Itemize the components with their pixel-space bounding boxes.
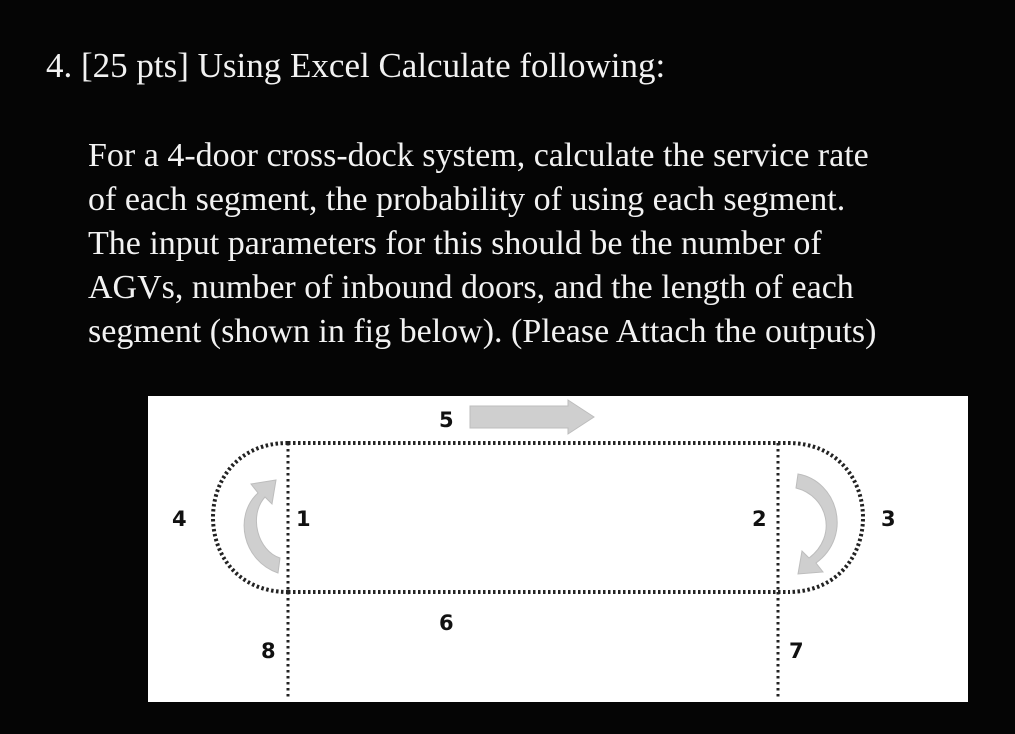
cross-dock-figure xyxy=(148,396,968,702)
segment-label-7: 7 xyxy=(789,639,804,663)
question-body-line: For a 4-door cross-dock system, calculate the service rate xyxy=(88,137,869,174)
segment-label-6: 6 xyxy=(439,611,454,635)
question-body xyxy=(88,134,988,354)
question-title: 4. [25 pts] Using Excel Calculate following: xyxy=(46,46,666,85)
segment-label-4: 4 xyxy=(172,507,187,531)
segment-label-3: 3 xyxy=(881,507,896,531)
question-body-line: The input parameters for this should be the number of xyxy=(88,225,822,262)
flow-arrow-left xyxy=(244,480,280,573)
flow-arrow-top xyxy=(470,400,594,434)
question-body-line: segment (shown in fig below). (Please Attach the outputs) xyxy=(88,313,877,350)
question-body-line: AGVs, number of inbound doors, and the length of each xyxy=(88,269,854,306)
segment-label-8: 8 xyxy=(261,639,276,663)
question-body-line: of each segment, the probability of using each segment. xyxy=(88,181,846,218)
segment-label-5: 5 xyxy=(439,408,454,432)
cross-dock-diagram xyxy=(148,396,968,702)
flow-arrow-right xyxy=(796,474,837,574)
segment-label-1: 1 xyxy=(296,507,311,531)
segment-label-2: 2 xyxy=(752,507,767,531)
